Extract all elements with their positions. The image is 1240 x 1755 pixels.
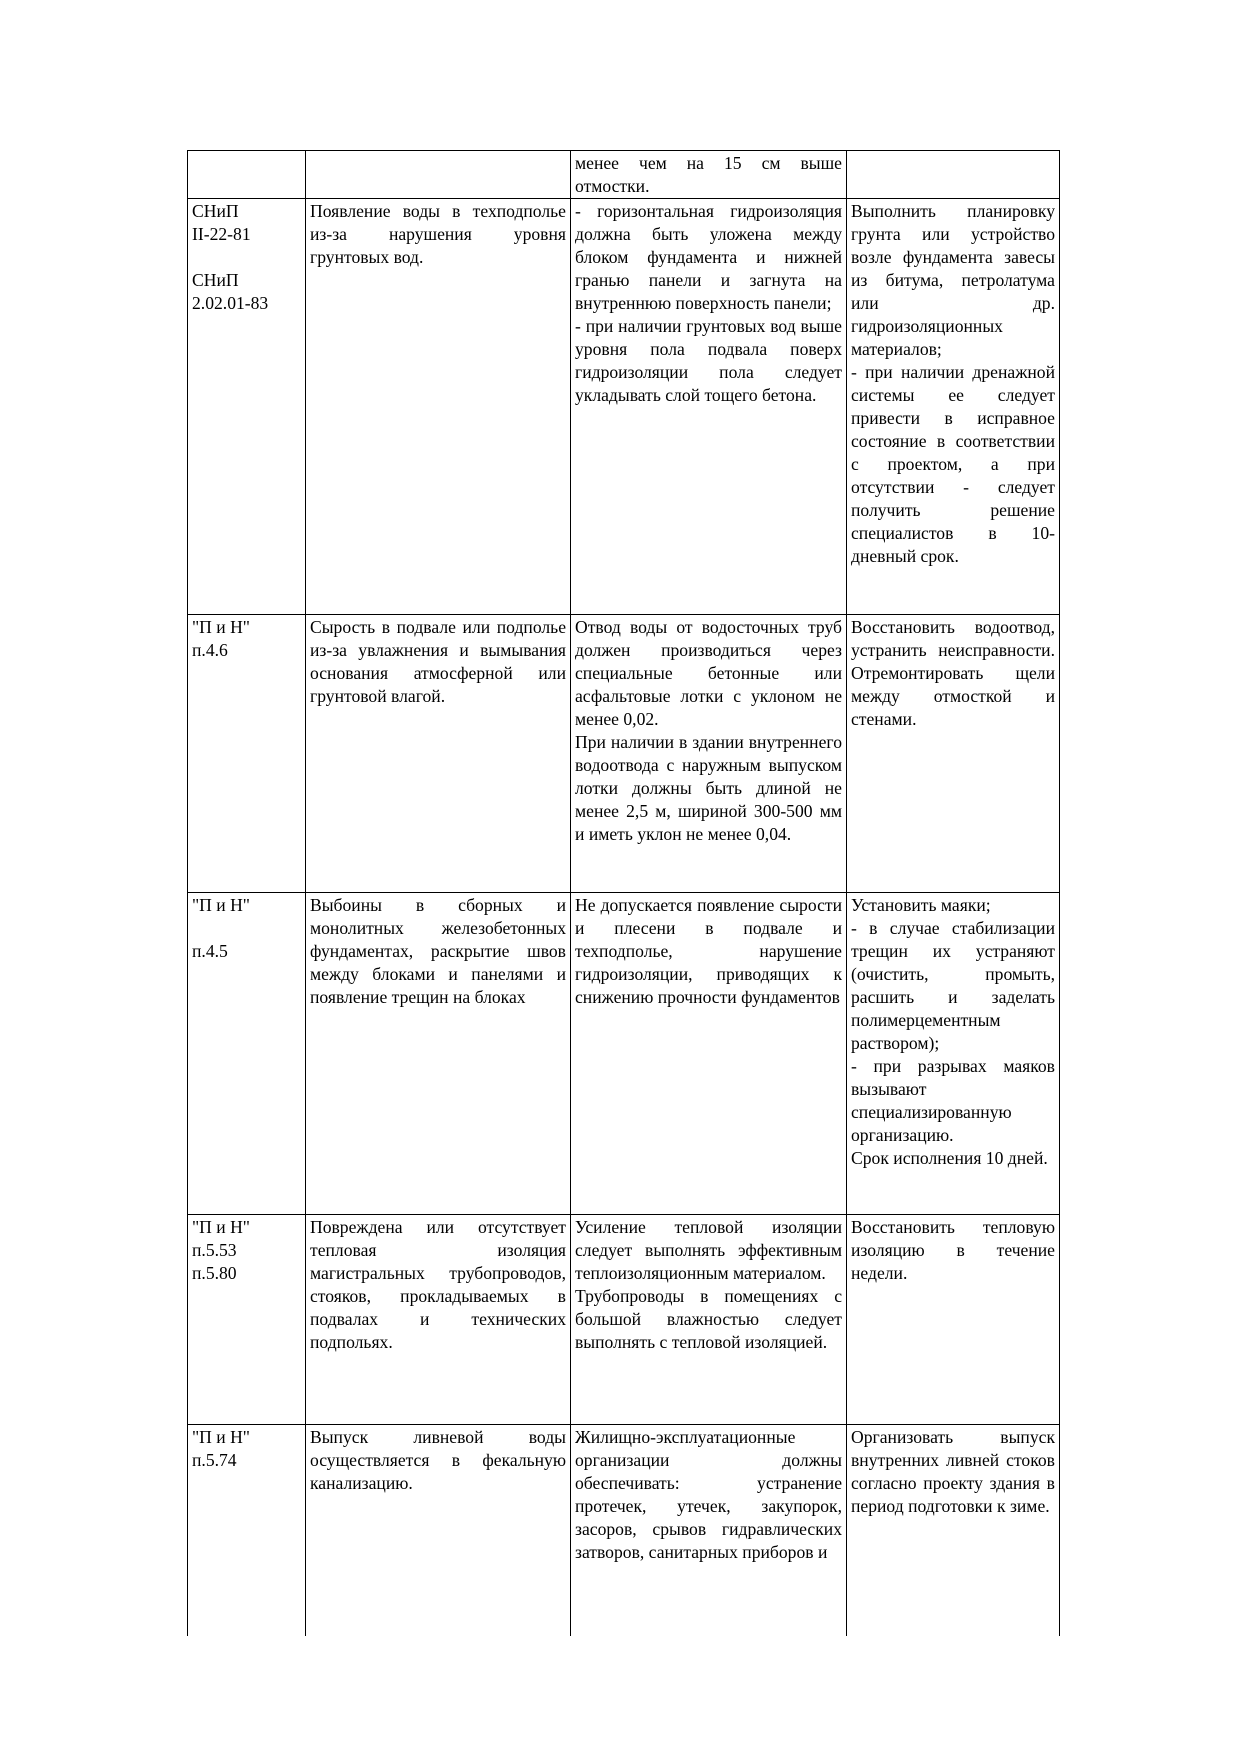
cell-paragraph: СНиП II-22-81 СНиП 2.02.01-83 <box>192 201 269 313</box>
norm-reference-cell <box>188 199 306 615</box>
norm-reference-cell <box>188 1215 306 1425</box>
table-row <box>188 893 1060 1215</box>
cell-paragraph: "П и Н" п.5.74 <box>192 1427 250 1470</box>
cell-paragraph: - горизонтальная гидроизоляция должна быть уложена между блоком фундамента и нижней гранью панели и загнута на внутреннюю поверхность панели; <box>575 201 842 313</box>
requirement-cell <box>571 151 847 199</box>
remedy-cell <box>847 151 1060 199</box>
table-row <box>188 151 1060 199</box>
requirement-cell <box>571 199 847 615</box>
norm-reference-cell <box>188 615 306 893</box>
remedy-cell <box>847 1215 1060 1425</box>
norm-reference-cell <box>188 1425 306 1636</box>
cell-paragraph: - при разрывах маяков вызывают специализированную организацию. <box>851 1056 1055 1145</box>
defect-description-cell <box>306 1425 571 1636</box>
cell-paragraph: Усиление тепловой изоляции следует выполнять эффективным теплоизоляционным материалом. <box>575 1217 842 1283</box>
cell-paragraph: Выполнить планировку грунта или устройство возле фундамента завесы из битума, петролатума или др. гидроизоляционных материалов; <box>851 201 1055 359</box>
cell-paragraph: Трубопроводы в помещениях с большой влажностью следует выполнять с тепловой изоляцией. <box>575 1286 842 1352</box>
requirement-cell <box>571 1425 847 1636</box>
table-body <box>188 151 1060 1636</box>
cell-paragraph: Восстановить водоотвод, устранить неисправности. Отремонтировать щели между отмосткой и стенами. <box>851 617 1055 729</box>
defects-table <box>187 150 1060 1636</box>
cell-paragraph: менее чем на 15 см выше отмостки. <box>575 153 842 196</box>
cell-paragraph: Установить маяки; <box>851 895 991 915</box>
requirement-cell <box>571 1215 847 1425</box>
defect-description-cell <box>306 151 571 199</box>
defect-description-cell <box>306 199 571 615</box>
table-row <box>188 615 1060 893</box>
remedy-cell <box>847 615 1060 893</box>
cell-paragraph: Сырость в подвале или подполье из-за увлажнения и вымывания основания атмосферной или грунтовой влагой. <box>310 617 566 706</box>
cell-paragraph: "П и Н" п.5.53 п.5.80 <box>192 1217 250 1283</box>
norm-reference-cell <box>188 893 306 1215</box>
requirement-cell <box>571 615 847 893</box>
table-row <box>188 199 1060 615</box>
cell-paragraph: При наличии в здании внутреннего водоотвода с наружным выпуском лотки должны быть длиной не менее 2,5 м, шириной 300-500 мм и иметь уклон не менее 0,04. <box>575 732 842 844</box>
defect-description-cell <box>306 893 571 1215</box>
table-row <box>188 1425 1060 1636</box>
cell-paragraph: Не допускается появление сырости и плесени в подвале и техподполье, нарушение гидроизоляции, приводящих к снижению прочности фундаментов <box>575 895 842 1007</box>
cell-paragraph: - при наличии дренажной системы ее следует привести в исправное состояние в соответствии с проектом, а при отсутствии - следует получить решение специалистов в 10-дневный срок. <box>851 362 1055 566</box>
cell-paragraph: Повреждена или отсутствует тепловая изоляция магистральных трубопроводов, стояков, прокладываемых в подвалах и технических подпольях. <box>310 1217 566 1352</box>
cell-paragraph: Появление воды в техподполье из-за нарушения уровня грунтовых вод. <box>310 201 566 267</box>
norm-reference-cell <box>188 151 306 199</box>
cell-paragraph: Жилищно-эксплуатационные организации должны обеспечивать: устранение протечек, утечек, закупорок, засоров, срывов гидравлических затворов, санитарных приборов и <box>575 1427 842 1562</box>
remedy-cell <box>847 1425 1060 1636</box>
cell-paragraph: Восстановить тепловую изоляцию в течение недели. <box>851 1217 1055 1283</box>
cell-paragraph: "П и Н" п.4.6 <box>192 617 250 660</box>
requirement-cell <box>571 893 847 1215</box>
cell-paragraph: "П и Н" п.4.5 <box>192 895 250 961</box>
defect-description-cell <box>306 615 571 893</box>
table-row <box>188 1215 1060 1425</box>
defect-description-cell <box>306 1215 571 1425</box>
cell-paragraph: Выпуск ливневой воды осуществляется в фекальную канализацию. <box>310 1427 566 1493</box>
cell-paragraph: - в случае стабилизации трещин их устраняют (очистить, промыть, расшить и заделать полимерцементным раствором); <box>851 918 1055 1053</box>
cell-paragraph: - при наличии грунтовых вод выше уровня пола подвала поверх гидроизоляции пола следует укладывать слой тощего бетона. <box>575 316 842 405</box>
remedy-cell <box>847 893 1060 1215</box>
cell-paragraph: Отвод воды от водосточных труб должен производиться через специальные бетонные или асфальтовые лотки с уклоном не менее 0,02. <box>575 617 842 729</box>
cell-paragraph: Выбоины в сборных и монолитных железобетонных фундаментах, раскрытие швов между блоками и панелями и появление трещин на блоках <box>310 895 566 1007</box>
cell-paragraph: Срок исполнения 10 дней. <box>851 1148 1048 1168</box>
remedy-cell <box>847 199 1060 615</box>
cell-paragraph: Организовать выпуск внутренних ливней стоков согласно проекту здания в период подготовки к зиме. <box>851 1427 1055 1516</box>
